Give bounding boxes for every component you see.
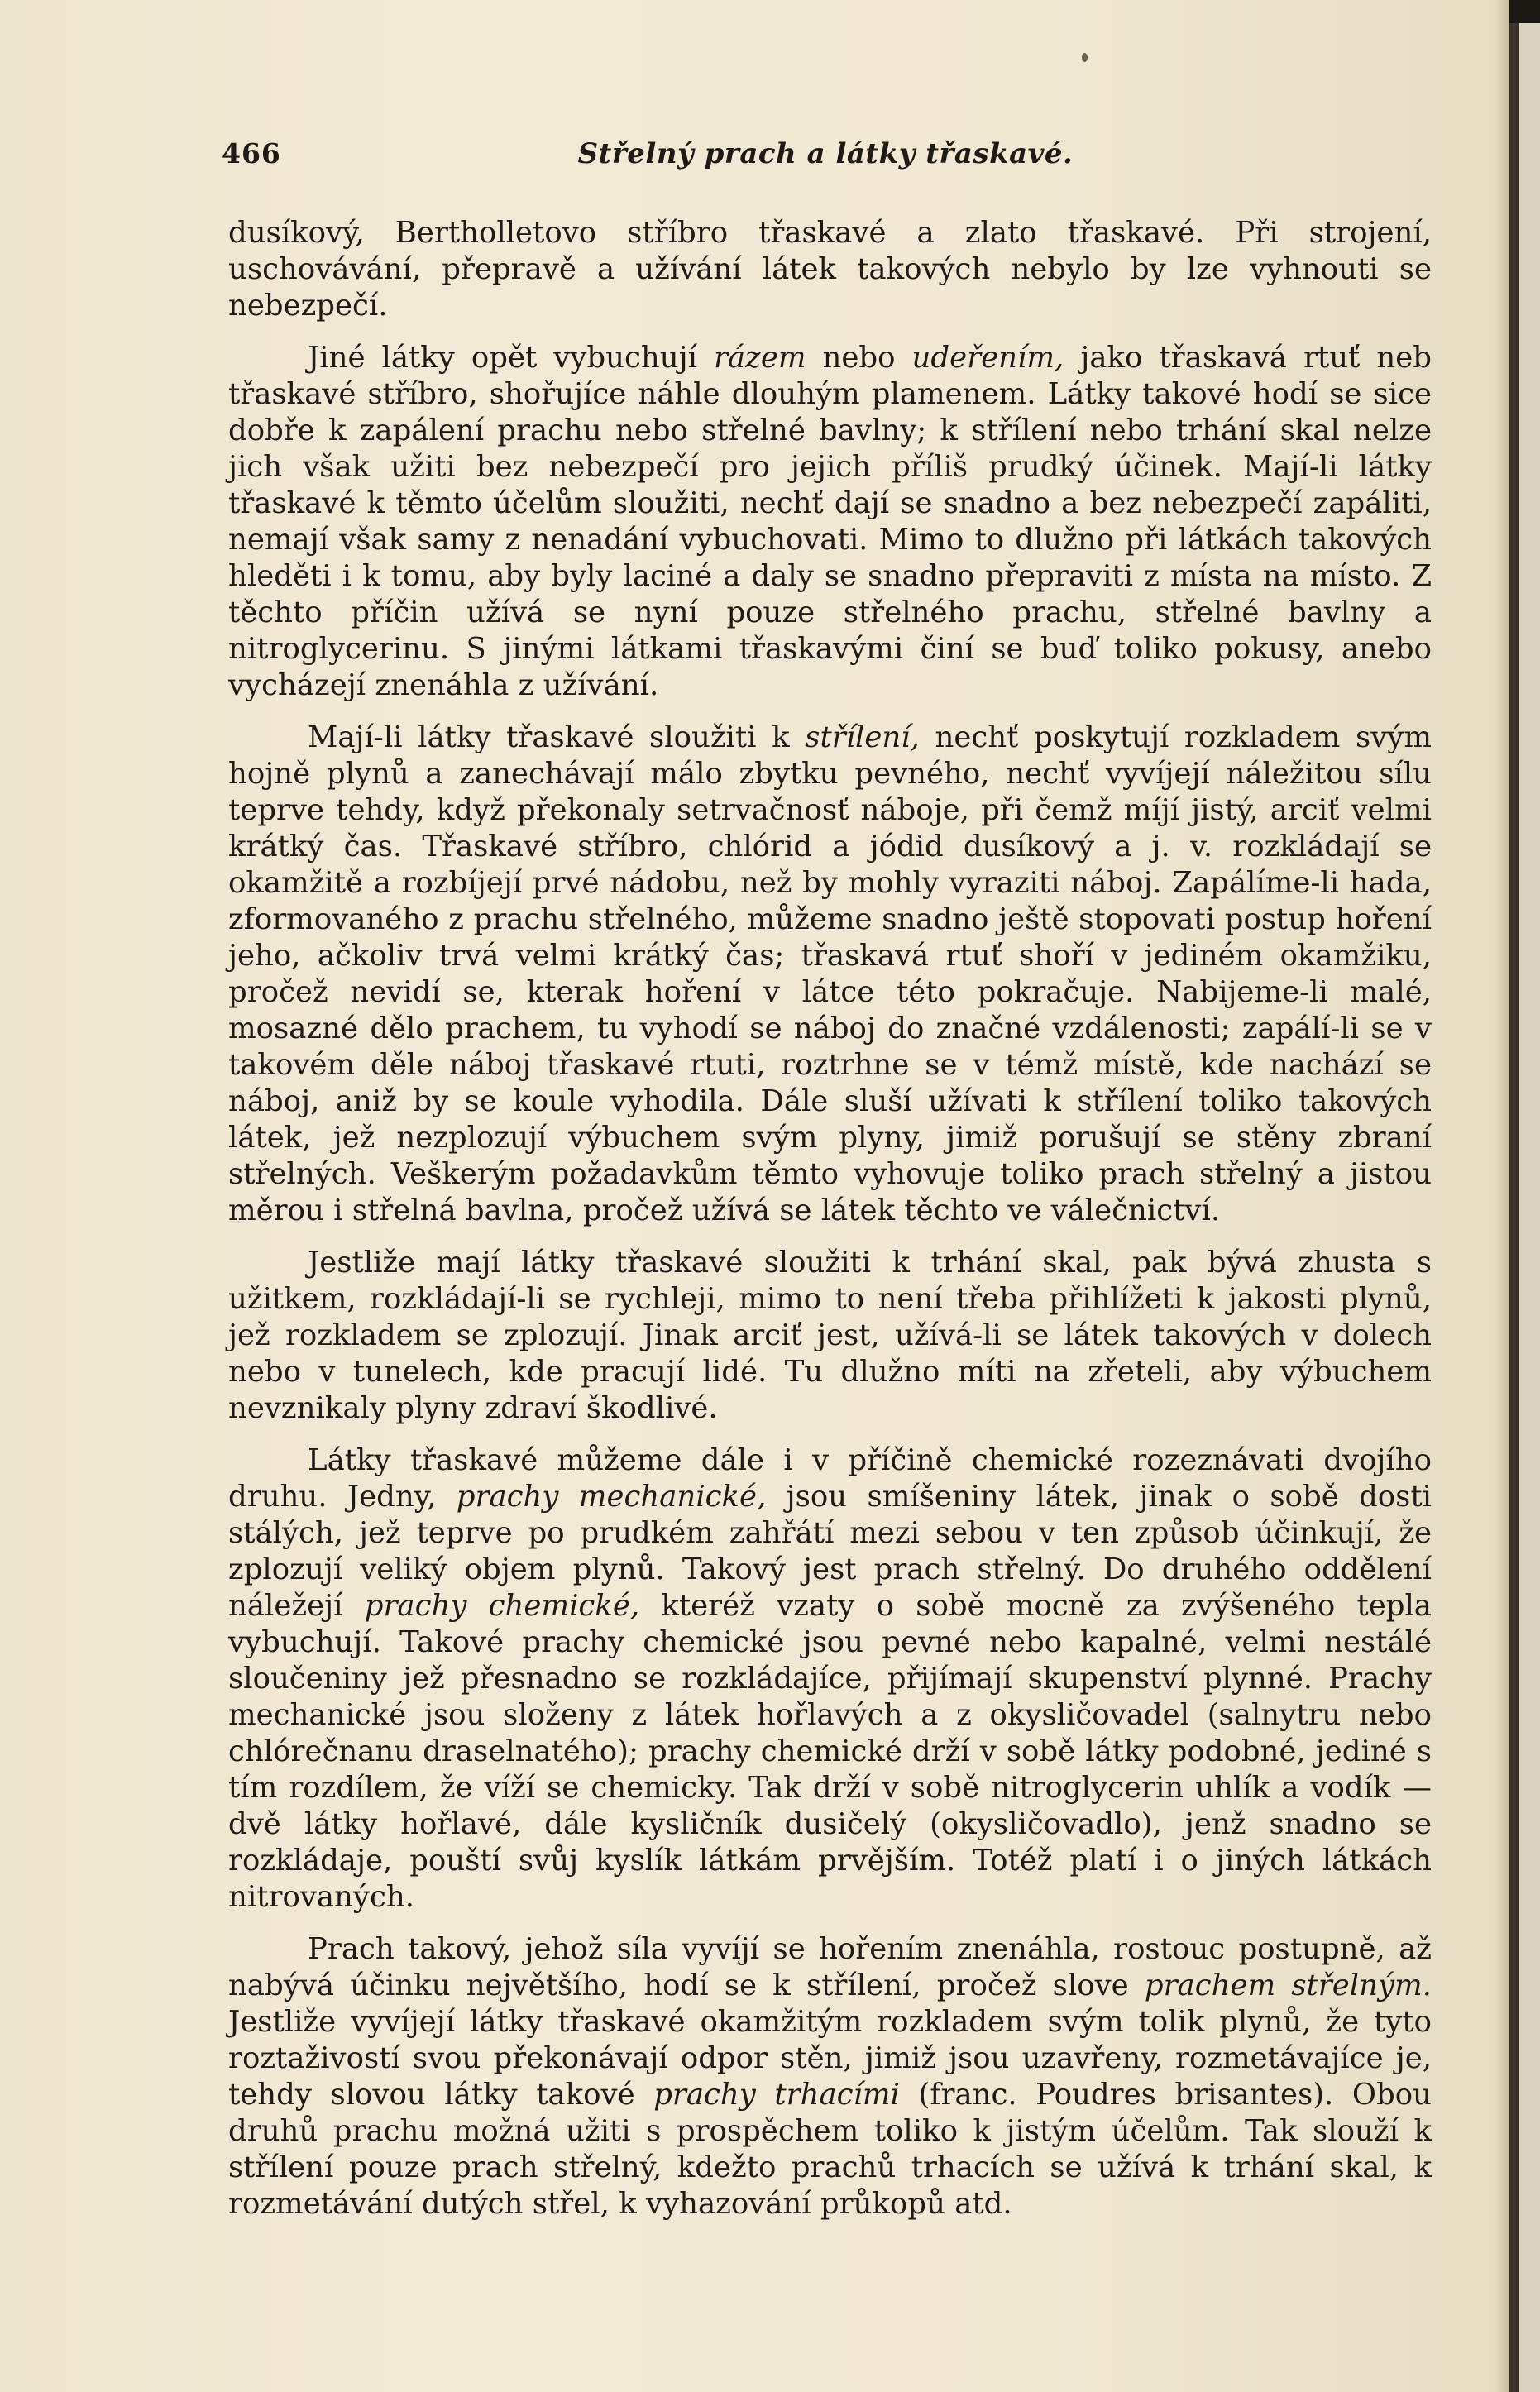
running-title: Střelný prach a látky třaskavé. bbox=[577, 137, 1074, 170]
page-header bbox=[222, 137, 1429, 170]
page-number: 466 bbox=[222, 137, 281, 170]
paragraph-6 bbox=[228, 1931, 1432, 2222]
paragraph-2-text-3: jako třaskavá rtuť neb třaskavé stříbro, shořujíce náhle dlouhým plamenem. Látky takové hodí se sice dobře k zapálení prachu nebo střelné bavlny; k střílení nebo trhání skal nelze jich však užiti bez nebezpečí pro jejich příliš prudký účinek. Mají-li látky třaskavé k těmto účelům sloužiti, nechť dají se snadno a bez nebezpečí zapáliti, nemají však samy z nenadání vybuchovati. Mimo to dlužno při látkách takových hleděti i k tomu, aby byly laciné a daly se snadno přepraviti z místa na místo. Z těchto příčin užívá se nyní pouze střelného prachu, střelné bavlny a nitroglycerinu. S jinými látkami třaskavými činí se buď toliko pokusy, anebo vycházejí znenáhla z užívání. bbox=[228, 341, 1432, 702]
paragraph-2-text-2: nebo bbox=[822, 341, 896, 375]
page-edge-light bbox=[1519, 0, 1540, 2392]
paragraph-5-text-2: jsou smíšeniny látek, jinak o sobě dosti stálých, jež teprve po prudkém zahřátí mezi sebou v ten způsob účinkují, že zplozují veliký objem plynů. Takový jest prach střelný. Do druhého oddělení náležejí bbox=[228, 1480, 1432, 1623]
paragraph-5-italic-2: prachy chemické, bbox=[364, 1589, 640, 1623]
paragraph-3 bbox=[228, 720, 1432, 1229]
paragraph-2-italic-1: rázem bbox=[713, 341, 806, 375]
paragraph-2 bbox=[228, 340, 1432, 704]
page-edge-corner bbox=[1509, 0, 1540, 23]
paragraph-6-italic-1: prachem střelným. bbox=[1144, 1969, 1432, 2002]
paragraph-1-text: dusíkový, Bertholletovo stříbro třaskavé a zlato třaskavé. Při strojení, uschovávání, přepravě a užívání látek takových nebylo by lze vyhnouti se nebezpečí. bbox=[228, 216, 1432, 323]
paragraph-3-italic-1: střílení, bbox=[805, 720, 920, 754]
body-text bbox=[228, 215, 1432, 2222]
paragraph-5-text-1: Látky třaskavé můžeme dále i v příčině chemické rozeznávati dvojího druhu. Jedny, bbox=[228, 1443, 1432, 1514]
paragraph-4 bbox=[228, 1245, 1432, 1427]
paragraph-5 bbox=[228, 1442, 1432, 1916]
page-edge-dark bbox=[1509, 0, 1519, 2392]
paragraph-5-text-3: kteréž vzaty o sobě mocně za zvýšeného tepla vybuchují. Takové prachy chemické jsou pevné nebo kapalné, velmi nestálé sloučeniny jež přesnadno se rozkládajíce, přijímají skupenství plynné. Prachy mechanické jsou složeny z látek hořlavých a z okysličovadel (salnytru nebo chlórečnanu draselnatého); prachy chemické drží v sobě látky podobné, jediné s tím rozdílem, že víží se chemicky. Tak drží v sobě nitroglycerin uhlík a vodík — dvě látky hořlavé, dále kysličník dusičelý (okysličovadlo), jenž snadno se rozkládaje, pouští svůj kyslík látkám prvějším. Totéž platí i o jiných látkách nitrovaných. bbox=[228, 1589, 1432, 1914]
ink-speck bbox=[1082, 53, 1088, 62]
paragraph-2-italic-2: udeřením, bbox=[911, 341, 1064, 375]
paragraph-2-text-1: Jiné látky opět vybuchují bbox=[308, 341, 697, 375]
paragraph-6-italic-2: prachy trhacími bbox=[653, 2078, 900, 2112]
paragraph-1 bbox=[228, 215, 1432, 324]
paragraph-4-text: Jestliže mají látky třaskavé sloužiti k trhání skal, pak bývá zhusta s užitkem, rozkládají-li se rychleji, mimo to není třeba přihlížeti k jakosti plynů, jež rozkladem se zplozují. Jinak arciť jest, užívá-li se látek takových v dolech nebo v tunelech, kde pracují lidé. Tu dlužno míti na zřeteli, aby výbuchem nevznikaly plyny zdraví škodlivé. bbox=[228, 1246, 1432, 1425]
paragraph-6-text-1: Prach takový, jehož síla vyvíjí se hořením znenáhla, rostouc postupně, až nabývá účinku největšího, hodí se k střílení, pročež slove bbox=[228, 1932, 1432, 2002]
paragraph-6-text-2: Jestliže vyvíjejí látky třaskavé okamžitým rozkladem svým tolik plynů, že tyto roztaživostí svou překonávají odpor stěn, jimiž jsou uzavřeny, rozmetávajíce je, tehdy slovou látky takové bbox=[228, 2005, 1432, 2112]
paragraph-5-italic-1: prachy mechanické, bbox=[456, 1480, 767, 1514]
paragraph-3-text-2: nechť poskytují rozkladem svým hojně plynů a zanechávají málo zbytku pevného, nechť vyvíjejí náležitou sílu teprve tehdy, když překonaly setrvačnosť náboje, při čemž míjí jistý, arciť velmi krátký čas. Třaskavé stříbro, chlórid a jódid dusíkový a j. v. rozkládají se okamžitě a rozbíjejí prvé nádobu, než by mohly vyraziti náboj. Zapálíme-li hada, zformovaného z prachu střelného, můžeme snadno ještě stopovati postup hoření jeho, ačkoliv trvá velmi krátký čas; třaskavá rtuť shoří v jediném okamžiku, pročež nevidí se, kterak hoření v látce této pokračuje. Nabijeme-li malé, mosazné dělo prachem, tu vyhodí se náboj do značné vzdálenosti; zapálí-li se v takovém děle náboj třaskavé rtuti, roztrhne se v témž místě, kde nachází se náboj, aniž by se koule vyhodila. Dále sluší užívati k střílení toliko takových látek, jež nezplozují výbuchem svým plyny, jimiž porušují se stěny zbraní střelných. Veškerým požadavkům těmto vyhovuje toliko prach střelný a jistou měrou i střelná bavlna, pročež užívá se látek těchto ve válečnictví. bbox=[228, 720, 1432, 1227]
spine-shadow bbox=[1495, 0, 1509, 2392]
paragraph-3-text-1: Mají-li látky třaskavé sloužiti k bbox=[308, 720, 790, 754]
paragraph-6-text-3: (franc. Poudres brisantes). Obou druhů prachu možná užiti s prospěchem toliko k jistým účelům. Tak slouží k střílení pouze prach střelný, kdežto prachů trhacích se užívá k trhání skal, k rozmetávání dutých střel, k vyhazování průkopů atd. bbox=[228, 2078, 1432, 2221]
